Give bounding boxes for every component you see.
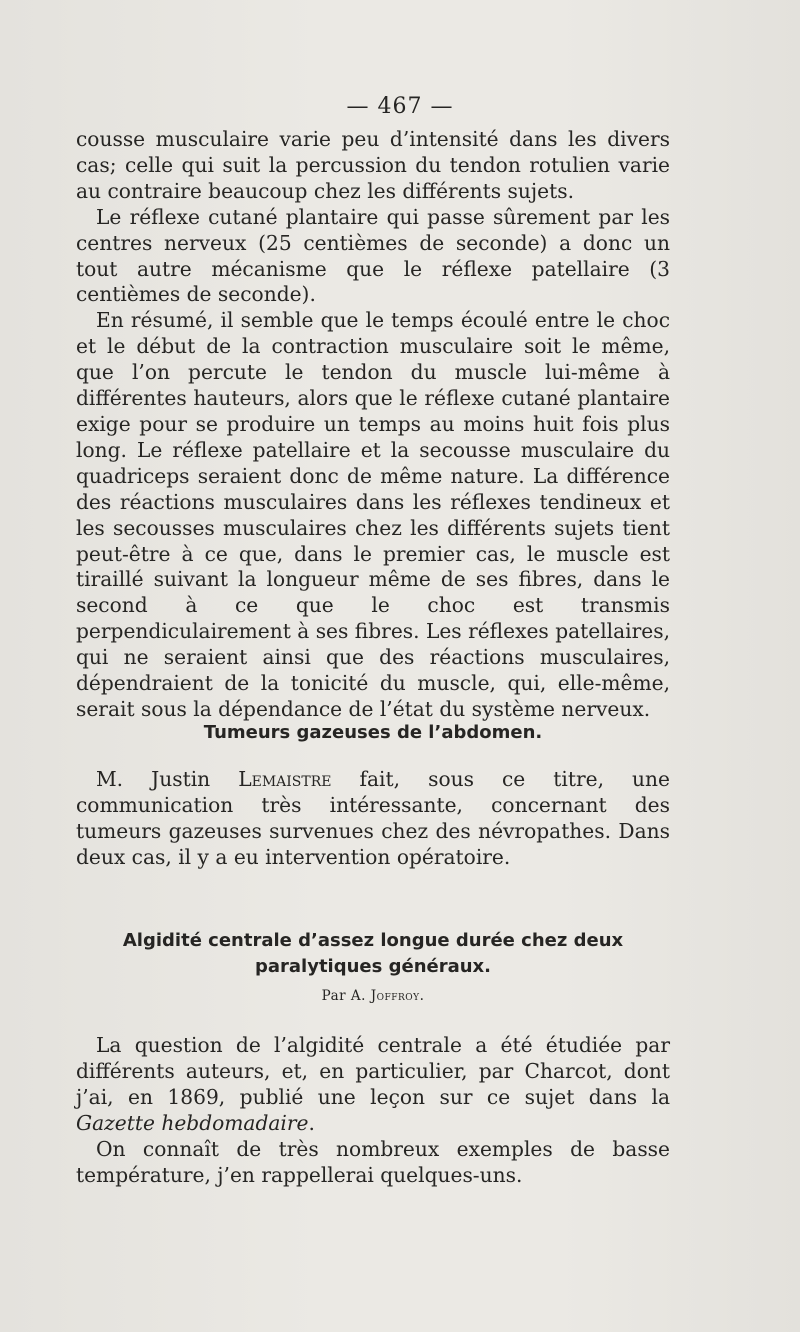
author-name: Lemaistre <box>238 767 332 791</box>
section-heading-algidite: Algidité centrale d’assez longue durée chez deux paralytiques généraux. <box>122 930 624 977</box>
section-algidite <box>76 1033 670 1188</box>
journal-title: Gazette hebdomadaire <box>76 1110 309 1135</box>
paragraph-algidite-1-start: La question de l’algidité centrale a été étudiée par différents auteurs, et, en particulier, par Charcot, dont j’ai, en 1869, publié une leçon sur ce sujet dans la <box>76 1033 670 1109</box>
paragraph-tumeurs <box>76 767 670 871</box>
paragraph-algidite-2: On connaît de très nombreux exemples de basse température, j’en rappellerai quelques-uns. <box>76 1136 670 1187</box>
byline-prefix: Par A. <box>321 988 371 1004</box>
section-tumeurs <box>76 767 670 871</box>
section-heading-tumeurs: Tumeurs gazeuses de l’abdomen. <box>203 722 543 743</box>
section-continuation <box>76 127 670 723</box>
paragraph-resume: En résumé, il semble que le temps écoulé entre le choc et le début de la contraction musculaire soit le même, que l’on percute le tendon du muscle lui-même à différentes hauteurs, alors que le réflexe cutané plantaire exige pour se produire un temps au moins huit fois plus long. Le réflexe patellaire et la secousse musculaire du quadriceps seraient donc de même nature. La différence des réactions musculaires dans les réflexes tendineux et les secousses musculaires chez les différents sujets tient peut-être à ce que, dans le premier cas, le muscle est tiraillé suivant la longueur même de ses fibres, dans le second à ce que le choc est transmis perpendiculairement à ses fibres. Les réflexes patellaires, qui ne seraient ainsi que des réactions musculaires, dépendraient de la tonicité du muscle, qui, elle-même, serait sous la dépendance de l’état du système nerveux. <box>76 308 671 721</box>
paragraph-algidite-1-end: . <box>308 1110 315 1135</box>
page-number: — 467 — <box>346 94 454 119</box>
author-prefix: M. Justin <box>96 767 239 791</box>
byline-suffix: . <box>419 988 425 1004</box>
paragraph-tumeurs-text: fait, sous ce titre, une communication très intéressante, concernant des tumeurs gazeuses survenues chez des névropathes. Dans deux cas, il y a eu intervention opératoire. <box>76 767 670 869</box>
paragraph-reflexe-cutane: Le réflexe cutané plantaire qui passe sûrement par les centres nerveux (25 centièmes de seconde) a donc un tout autre mécanisme que le réflexe patellaire (3 centièmes de seconde). <box>76 204 670 307</box>
byline-author: Joffroy <box>370 988 420 1004</box>
paragraph-algidite-1 <box>76 1033 670 1137</box>
paragraph-continuation: cousse musculaire varie peu d’intensité dans les divers cas; celle qui suit la percussion du tendon rotulien varie au contraire beaucoup chez les différents sujets. <box>76 127 670 203</box>
byline <box>76 988 670 1004</box>
